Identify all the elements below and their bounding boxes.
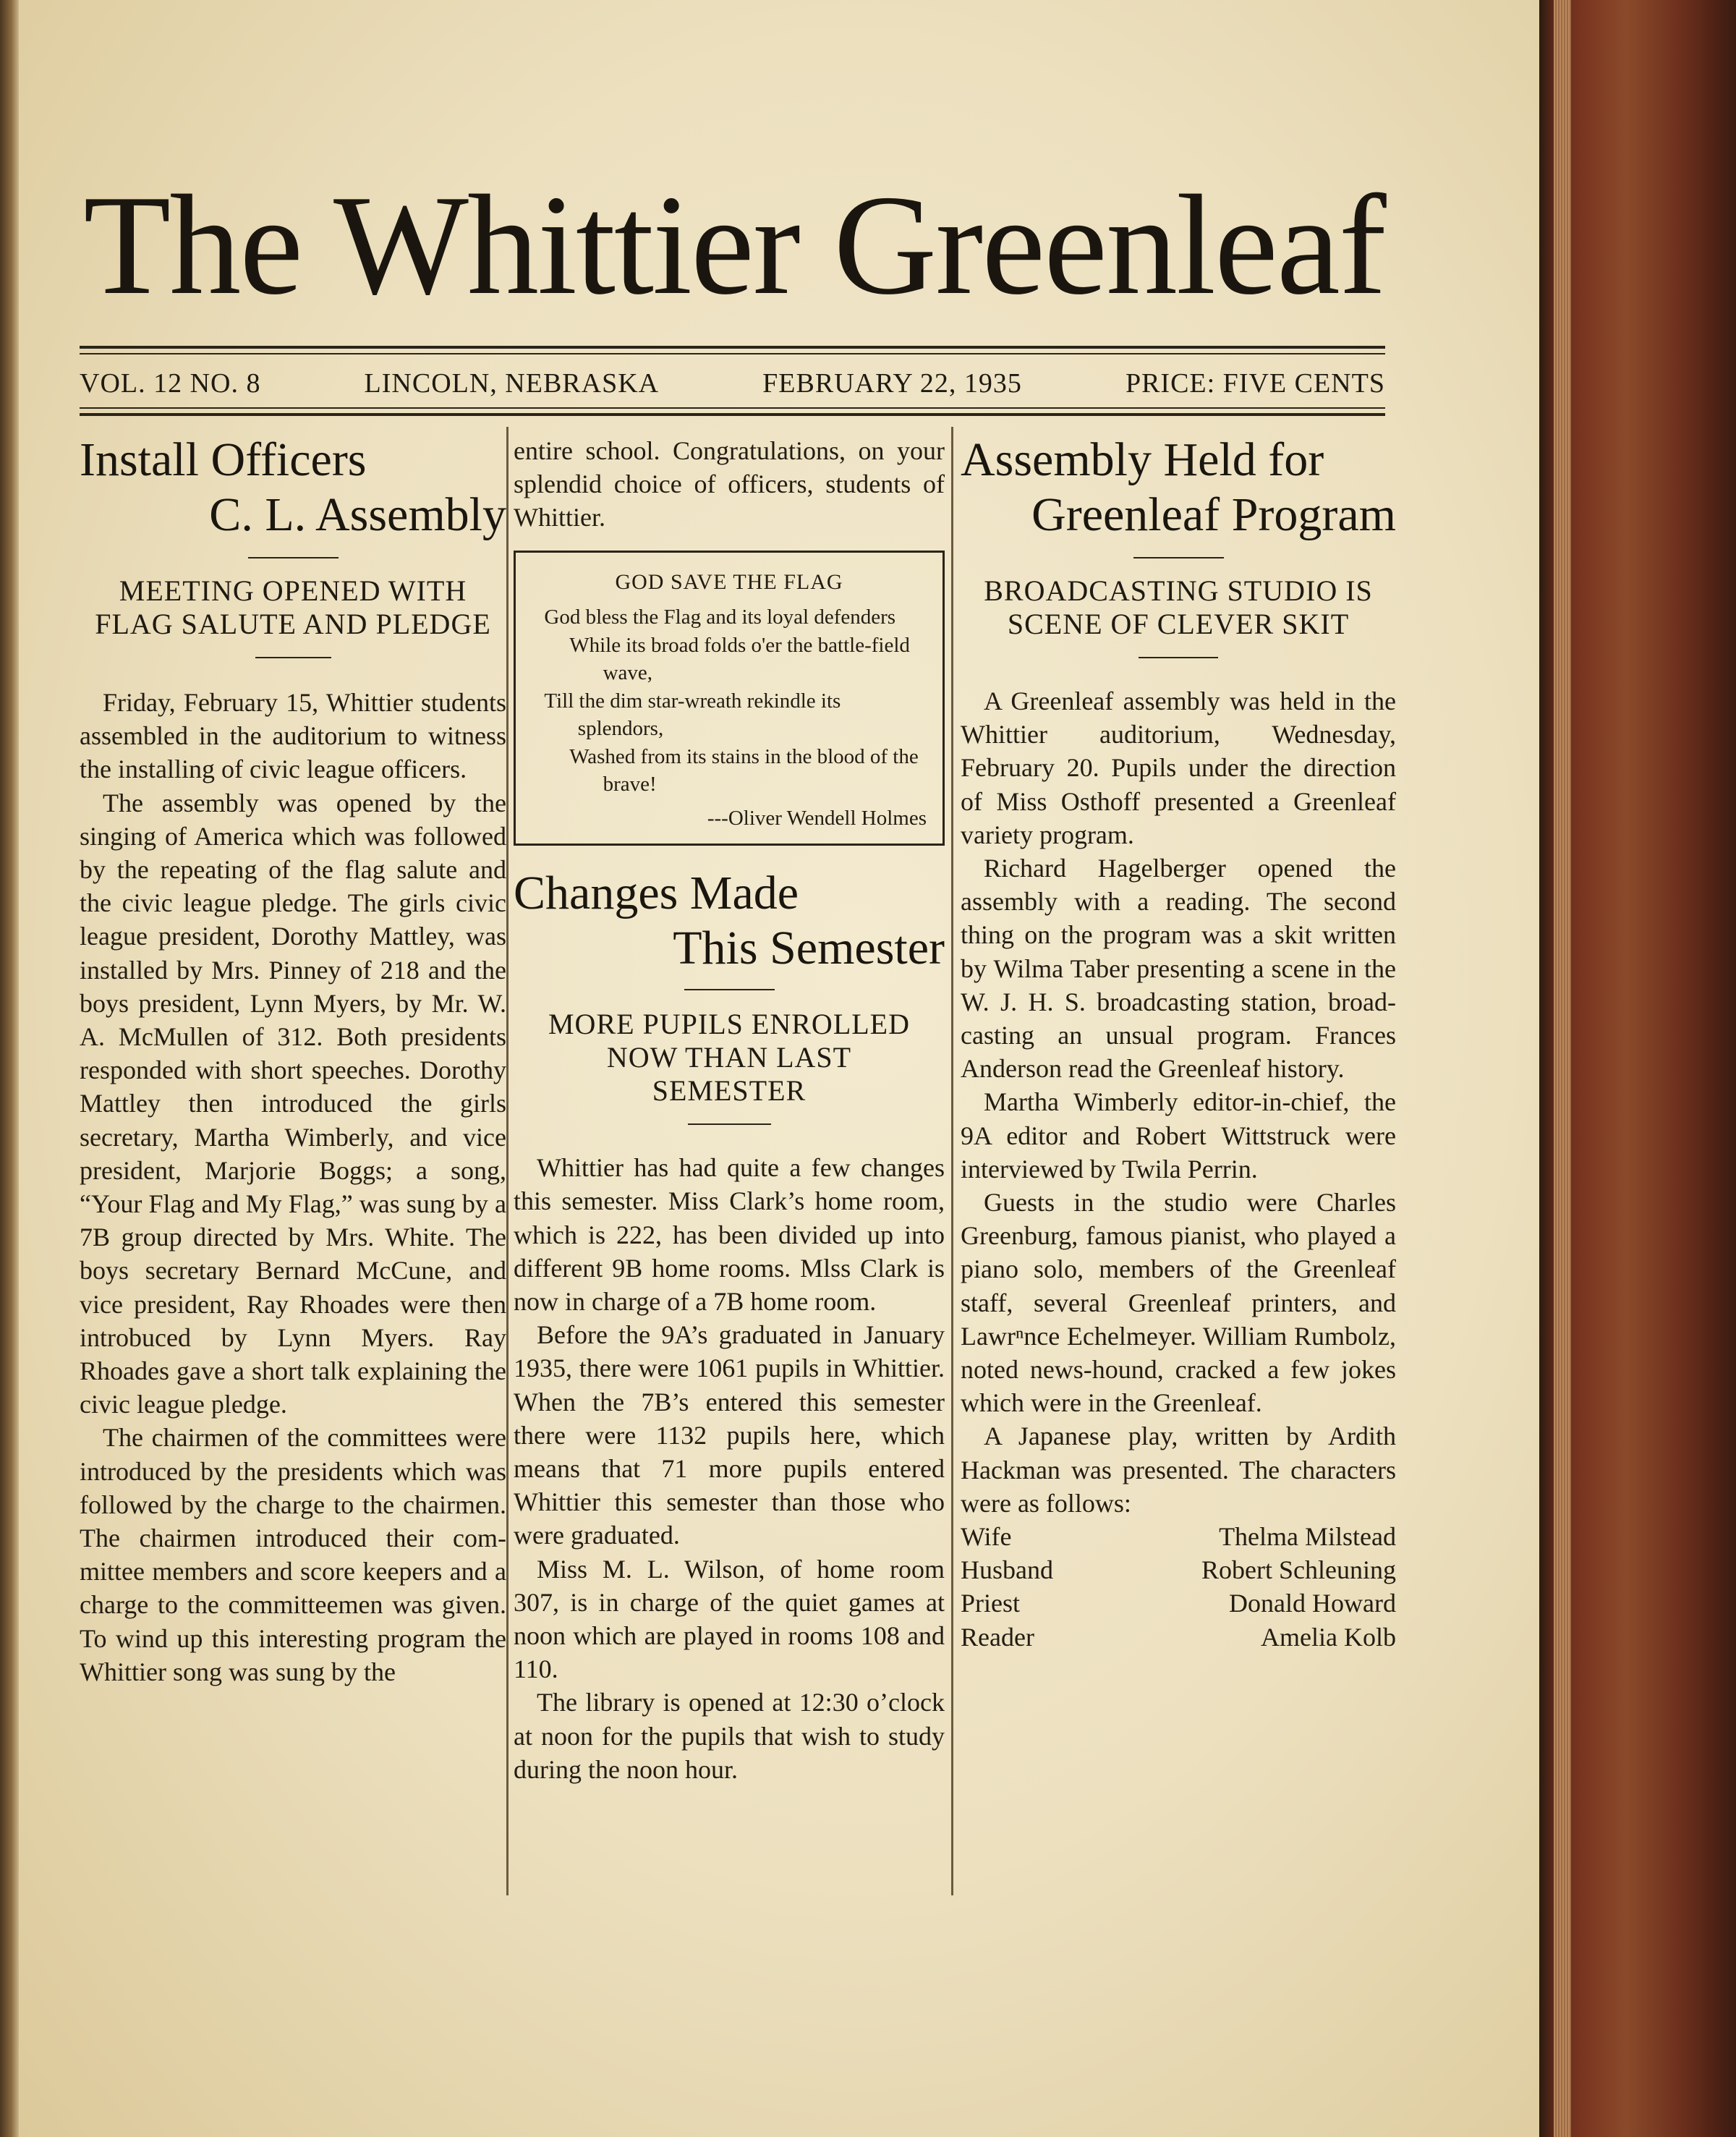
article2-paragraph: Whittier has had quite a few changes this semester. Miss Clark’s home room, which is 222, has been divided up into different 9B home rooms. Mlss Clark is now in charge of a 7B home room. [514,1153,945,1316]
article3-paragraph: Guests in the studio were Charles Greenburg, famous pianist, who played a piano solo, members of the Greenleaf staff, several Greenleaf printers, and Lawrⁿnce Echelmeyer. William Rumbolz, noted news-hound, cracked a few jokes which were in the Greenleaf. [961,1188,1396,1418]
page-fore-edge [1554,0,1571,2137]
cast-role: Husband [961,1555,1053,1585]
cast-actor: Amelia Kolb [1261,1622,1396,1652]
masthead-rule-top [80,346,1385,349]
article2-paragraph: The library is opened at 12:30 o’clock at noon for the pupils that wish to study during the noon hour. [514,1688,945,1784]
headline-dash [684,989,775,990]
article3-headline-line1: Assembly Held for [961,433,1324,486]
article1-headline [80,433,506,543]
center-column [514,434,945,1786]
article1-paragraph: The chairmen of the committees were introduced by the presidents which was followed by the charge to the chairmen. The chairmen introduced their committee members and score keepers and a charge to the committeemen was given. To wind up this interesting program the Whittier song was sung by the [80,1423,506,1686]
headline-dash [1133,557,1224,558]
left-page-edge [0,0,19,2137]
dateline-rule-thick [80,413,1385,416]
poem-line: Till the dim star-wreath rekindle its splendors, [544,689,841,741]
article3-paragraph: A Greenleaf assembly was held in the Whittier auditorium, Wednesday, February 20. Pupils under the direction of Miss Osthoff presented a Greenleaf variety program. [961,687,1396,849]
cast-role: Priest [961,1589,1021,1618]
article1-headline-line1: Install Officers [80,433,367,486]
cast-row [961,1553,1396,1586]
article2-paragraph: Before the 9A’s graduated in January 1935, there were 1061 pupils in Whittier. When the 7B’s entered this semester there were 1132 pupils here, which means that 71 more pupils entered Whittier this semester than those who were graduated. [514,1320,945,1550]
article1-headline-line2: C. L. Assembly [209,488,506,541]
subhead-dash [1139,657,1218,658]
poem-title: GOD SAVE THE FLAG [615,569,843,594]
subhead-dash [688,1123,771,1125]
article2-headline-line1: Changes Made [514,867,799,920]
article3-headline-line2: Greenleaf Program [1031,488,1396,541]
article3-paragraph: A Japanese play, written by Ardith Hackman was presented. The characters were as follows: [961,1422,1396,1518]
masthead-rule-top-thin [80,353,1385,354]
article2-subhead: MORE PUPILS ENROLLED NOW THAN LAST SEMESTER [548,1008,911,1108]
article-install-officers [80,433,506,1688]
masthead-title: The Whittier Greenleaf [83,166,1385,324]
cast-actor: Donald Howard [1229,1589,1396,1618]
article1-paragraph: The assembly was opened by the singing of America which was followed by the repeating of the flag salute and the civic league pledge. The girls civic league president, Dorothy Mattley, was installed by Mrs. Pinney of 218 and the boys president, Lynn Myers, by Mr. W. A. McMullen of 312. Both presidents responded with short speeches. Dorothy Mattley then introduced the girls secretary, Martha Wimberly, and vice president, Marjorie Boggs; a song, “Your Flag and My Flag,” was sung by a 7B group directed by Mrs. White. The boys secretary Bernard McCune, and vice president, Ray Rhoades were then introbuced by Lynn Myers. Ray Rhoades gave a short talk explaining the civic league pledge. [80,788,506,1419]
column-divider-1 [506,427,509,1895]
article2-paragraph: Miss M. L. Wilson, of home room 307, is in charge of the quiet games at noon which are played in rooms 108 and 110. [514,1554,945,1684]
volume-number: VOL. 12 NO. 8 [80,368,261,399]
issue-date: FEBRUARY 22, 1935 [762,368,1022,399]
cast-role: Reader [961,1622,1034,1652]
article3-paragraph: Richard Hagelberger opened the assembly with a reading. The second thing on the program was a skit written by Wilma Taber presenting a scene in the W. J. H. S. broadcasting station, broadcasting an unsual program. Frances Anderson read the Greenleaf history. [961,854,1396,1084]
article3-paragraph: Martha Wimberly editor-in-chief, the 9A editor and Robert Wittstruck were interviewed by Twila Perrin. [961,1087,1396,1184]
article1-subhead: MEETING OPENED WITH FLAG SALUTE AND PLEDGE [95,574,491,640]
article3-subhead: BROADCASTING STUDIO IS SCENE OF CLEVER SKIT [984,574,1373,640]
article-assembly-held [961,433,1396,1654]
cast-row [961,1520,1396,1553]
poem-line: God bless the Flag and its loyal defenders [544,606,896,629]
poem-line: While its broad folds o'er the battle-field wave, [569,633,910,685]
article1-continuation-text: entire school. Congratulations, on your splendid choice of officers, students of Whittier. [514,436,945,532]
subhead-dash [255,657,331,658]
dateline-rule [80,407,1385,409]
article1-paragraph: Friday, February 15, Whittier students assembled in the auditorium to witness the installing of civic league officers. [80,688,506,784]
article2-headline [514,866,945,976]
article1-continuation [514,434,945,535]
cast-row [961,1620,1396,1654]
column-divider-2 [951,427,953,1895]
article3-headline [961,433,1396,543]
article2-headline-line2: This Semester [673,922,945,975]
article2-body [514,1151,945,1786]
dateline [80,368,1385,399]
cast-role: Wife [961,1522,1012,1552]
headline-dash [248,557,339,558]
location: LINCOLN, NEBRASKA [364,368,660,399]
poem-box [514,551,945,846]
price: PRICE: FIVE CENTS [1125,368,1385,399]
article3-body [961,684,1396,1654]
poem-line: Washed from its stains in the blood of the brave! [569,744,919,796]
cast-actor: Robert Schleuning [1201,1555,1396,1585]
cast-actor: Thelma Milstead [1219,1522,1396,1552]
cast-row [961,1586,1396,1620]
article1-body [80,686,506,1688]
poem-attribution: ---Oliver Wendell Holmes [707,806,927,830]
